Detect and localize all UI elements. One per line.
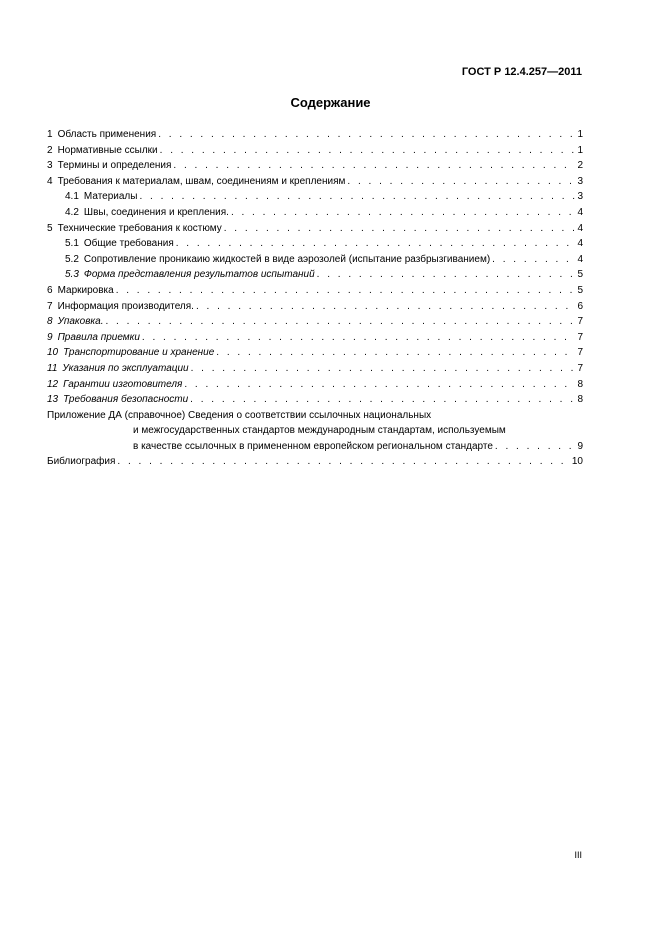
dot-leader: [142, 330, 576, 346]
toc-entry-page: 7: [577, 331, 583, 343]
toc-entry-number: 3: [47, 160, 53, 172]
dot-leader: [495, 439, 576, 455]
toc-entry-label: Форма представления результатов испытаний: [83, 269, 315, 281]
toc-entry-page: 1: [577, 129, 583, 140]
toc-entry-number: 2: [47, 144, 53, 156]
toc-entry-number: 6: [47, 284, 53, 296]
toc-entry-page: 7: [577, 316, 583, 328]
dot-leader: [196, 299, 575, 315]
dot-leader: [492, 252, 575, 268]
dot-leader: [216, 345, 575, 361]
toc-title: Содержание: [290, 95, 371, 110]
toc-entry-number: 5.2: [65, 253, 79, 265]
toc-entry-number: 7: [47, 300, 53, 312]
appendix-line: [47, 408, 583, 424]
toc-entry-label: Информация производителя.: [57, 300, 194, 312]
toc-entry-page: 4: [577, 253, 583, 265]
toc-entry-label: Нормативные ссылки: [57, 144, 158, 156]
toc-entry-appendix-da[interactable]: [47, 408, 583, 455]
toc-entry-number: 13: [47, 394, 59, 406]
toc-entry-page: 6: [577, 300, 583, 312]
toc-entry-4-2[interactable]: [47, 205, 583, 221]
toc-entry-number: 4.2: [65, 206, 79, 218]
toc-entry-label: Технические требования к костюму: [57, 222, 222, 234]
document-id: ГОСТ Р 12.4.257—2011: [461, 66, 582, 78]
toc-entry-number: 8: [47, 316, 53, 328]
toc-entry-page: 2: [577, 160, 583, 172]
toc-entry-12[interactable]: [47, 377, 583, 393]
toc-entry-page: 1: [577, 144, 583, 156]
toc-entry-page: 9: [577, 440, 583, 452]
toc-entry-5-1[interactable]: [47, 236, 583, 252]
dot-leader: [190, 392, 575, 408]
toc-entry-label: Маркировка: [57, 284, 114, 296]
toc-entry-page: 7: [577, 347, 583, 359]
toc-entry-page: 5: [577, 284, 583, 296]
toc-entry-page: 4: [577, 238, 583, 250]
appendix-line: [47, 439, 583, 455]
toc-entry-number: 5.1: [65, 238, 79, 250]
dot-leader: [184, 377, 575, 393]
toc-entry-page: 5: [577, 269, 583, 281]
dot-leader: [116, 283, 576, 299]
toc-entry-1[interactable]: [47, 127, 583, 143]
dot-leader: [224, 221, 576, 237]
toc-entry-number: 5.3: [65, 269, 79, 281]
dot-leader: [117, 454, 569, 470]
toc-entry-label: Сопротивление проникаию жидкостей в виде аэрозолей (испытание разбрызгиванием): [83, 253, 491, 265]
toc-entry-label: Материалы: [83, 191, 138, 203]
toc-entry-label: Термины и определения: [57, 160, 172, 172]
toc-entry-8[interactable]: [47, 314, 583, 330]
dot-leader: [158, 127, 575, 143]
toc-entry-label: Область применения: [57, 129, 157, 140]
toc-entry-11[interactable]: [47, 361, 583, 377]
toc-entry-label: Упаковка.: [57, 316, 104, 328]
toc-entry-4[interactable]: [47, 174, 583, 190]
toc-entry-5-2[interactable]: [47, 252, 583, 268]
toc-entry-number: 10: [47, 347, 59, 359]
toc-entry-label: Требования к материалам, швам, соединениям и креплениям: [57, 175, 346, 187]
toc-entry-10[interactable]: [47, 345, 583, 361]
toc-entry-label: Общие требования: [83, 238, 174, 250]
toc-entry-6[interactable]: [47, 283, 583, 299]
toc-entry-bibliography[interactable]: [47, 454, 583, 470]
toc-entry-label: Транспортирование и хранение: [63, 347, 215, 359]
toc-entry-3[interactable]: [47, 158, 583, 174]
toc-entry-label: Библиография: [47, 456, 116, 468]
toc-entry-13[interactable]: [47, 392, 583, 408]
toc-entry-page: 7: [577, 362, 583, 374]
appendix-title-cont: в качестве ссылочных в примененном европейском региональном стандарте: [133, 440, 493, 452]
toc-entry-9[interactable]: [47, 330, 583, 346]
dot-leader: [139, 189, 575, 205]
toc-entry-4-1[interactable]: [47, 189, 583, 205]
toc-entry-page: 8: [577, 378, 583, 390]
toc-entry-5-3[interactable]: [47, 267, 583, 283]
toc-entry-2[interactable]: [47, 143, 583, 159]
toc-entry-page: 4: [577, 222, 583, 234]
table-of-contents: [47, 127, 583, 470]
toc-entry-number: 1: [47, 129, 53, 140]
toc-entry-number: 5: [47, 222, 53, 234]
toc-entry-5[interactable]: [47, 221, 583, 237]
dot-leader: [231, 205, 576, 221]
toc-entry-label: Швы, соединения и крепления.: [83, 206, 229, 218]
toc-entry-label: Требования безопасности: [63, 394, 189, 406]
toc-entry-number: 4: [47, 175, 53, 187]
toc-entry-number: 11: [47, 362, 58, 374]
dot-leader: [317, 267, 576, 283]
toc-entry-page: 3: [577, 175, 583, 187]
dot-leader: [173, 158, 575, 174]
dot-leader: [176, 236, 576, 252]
toc-entry-label: Гарантии изготовителя: [63, 378, 183, 390]
toc-entry-number: 9: [47, 331, 53, 343]
dot-leader: [347, 174, 575, 190]
appendix-title-cont: и межгосударственных стандартов международным стандартам, используемым: [133, 425, 506, 437]
dot-leader: [160, 143, 576, 159]
toc-entry-label: Указания по эксплуатации: [62, 362, 189, 374]
toc-entry-label: Правила приемки: [57, 331, 140, 343]
toc-entry-page: 4: [577, 206, 583, 218]
appendix-title: Приложение ДА (справочное) Сведения о соответствии ссылочных национальных: [47, 409, 432, 421]
toc-entry-page: 8: [577, 394, 583, 406]
toc-entry-7[interactable]: [47, 299, 583, 315]
page-number: III: [574, 850, 582, 860]
toc-entry-page: 3: [577, 191, 583, 203]
appendix-line: [47, 423, 583, 439]
dot-leader: [105, 314, 575, 330]
toc-entry-number: 4.1: [65, 191, 79, 203]
toc-entry-number: 12: [47, 378, 59, 390]
toc-entry-page: 10: [571, 456, 583, 468]
dot-leader: [191, 361, 576, 377]
